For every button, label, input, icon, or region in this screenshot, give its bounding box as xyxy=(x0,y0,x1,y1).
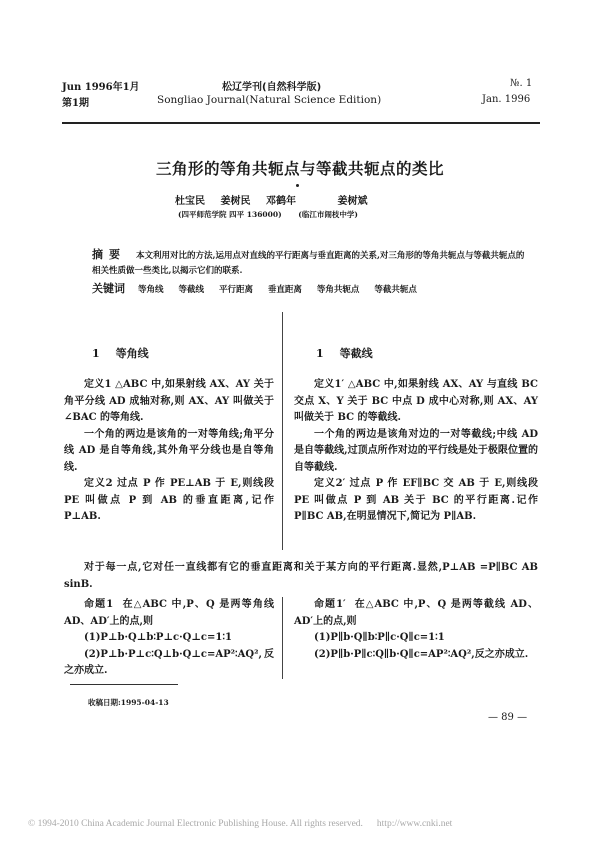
header-date: Jun 1996年1月 xyxy=(62,82,140,93)
paragraph: 一个角的两边是该角的一对等角线;角平分线 AD 是自等角线,其外角平分线也是自等角线. xyxy=(64,428,274,473)
proposition-item-1: (1)P∥b·Q∥b∶P∥c·Q∥c=1∶1 xyxy=(314,632,445,643)
cnki-link[interactable]: http://www.cnki.net xyxy=(376,819,453,829)
section-title: 等角线 xyxy=(115,347,149,360)
keywords-label: 关键词 xyxy=(92,282,125,295)
definition-1: 定义1 △ABC 中,如果射线 AX、AY 关于角平分线 AD 成轴对称,则 AX、AY 叫做关于∠BAC 的等角线. xyxy=(64,379,274,423)
section-heading-left xyxy=(92,345,149,361)
journal-name-en: Songliao Journal(Natural Science Edition) xyxy=(157,94,382,106)
full-width-paragraph xyxy=(64,560,538,593)
proposition-1-prime xyxy=(294,597,538,663)
keyword: 垂直距离 xyxy=(267,285,302,295)
journal-name-cn: 松辽学刊(自然科学版) xyxy=(222,82,322,93)
proposition-text: 在△ABC 中,P、Q 是两等截线 AD、AD′上的点,则 xyxy=(294,599,538,627)
received-date: 收稿日期:1995-04-13 xyxy=(88,698,169,707)
keyword: 等角共轭点 xyxy=(316,285,360,295)
proposition-item-2: (2)P∥b·P∥c∶Q∥b·Q∥c=AP²∶AQ²,反之亦成立. xyxy=(314,648,529,660)
affiliation: (临江市闹枝中学) xyxy=(298,210,358,219)
author: 姜树民 xyxy=(220,196,251,207)
page-number: — 89 — xyxy=(488,712,528,723)
proposition-item-1: (1)P⊥b·Q⊥b∶P⊥c·Q⊥c=1∶1 xyxy=(84,632,232,643)
keyword: 等截共轭点 xyxy=(374,285,417,295)
left-column-body xyxy=(64,377,274,526)
header-rule xyxy=(62,122,540,124)
section-number: 1 xyxy=(316,347,324,360)
author: 姜树斌 xyxy=(337,196,368,207)
proposition-1 xyxy=(64,597,274,680)
definition-2: 定义2 过点 P 作 PE⊥AB 于 E,则线段 PE 叫做点 P 到 AB 的垂直距离,记作 P⊥AB. xyxy=(64,478,274,522)
abstract xyxy=(92,247,532,279)
author: 邓鹤年 xyxy=(265,196,296,207)
copyright-text: © 1994-2010 China Academic Journal Electronic Publishing House. All rights reserved. xyxy=(28,819,363,829)
keyword: 等截线 xyxy=(178,285,204,295)
copyright-notice xyxy=(28,819,452,829)
section-title: 等截线 xyxy=(339,347,373,360)
proposition-label: 命题1′ xyxy=(314,599,346,610)
article-title: 三角形的等角共轭点与等截共轭点的类比 xyxy=(155,160,444,178)
header-month-year: Jan. 1996 xyxy=(482,94,531,105)
column-divider xyxy=(282,597,283,679)
abstract-label: 摘要 xyxy=(92,248,126,261)
abstract-text: 本文利用对比的方法,运用点对直线的平行距离与垂直距离的关系,对三角形的等角共轭点与等截共轭点的相关性质做一些类比,以揭示它们的联系. xyxy=(92,251,525,276)
keywords xyxy=(92,280,429,296)
keyword: 等角线 xyxy=(137,285,164,295)
paragraph-text: 对于每一点,它对任一直线都有它的垂直距离和关于某方向的平行距离.显然,P⊥AB =P∥BC AB sinB. xyxy=(64,562,538,590)
column-divider xyxy=(282,312,283,550)
section-heading-right xyxy=(316,345,373,361)
proposition-item-2: (2)P⊥b·P⊥c∶Q⊥b·Q⊥c=AP²∶AQ²,反之亦成立. xyxy=(64,648,274,676)
keyword: 平行距离 xyxy=(218,285,253,295)
section-number: 1 xyxy=(92,347,100,360)
definition-1-prime: 定义1′ △ABC 中,如果射线 AX、AY 与直线 BC 交点 X、Y 关于 BC 中点 D 成中心对称,则 AX、AY 叫做关于 BC 的等截线. xyxy=(294,379,538,423)
affiliations xyxy=(178,209,358,220)
paragraph: 一个角的两边是该角对边的一对等截线;中线 AD 是自等截线,过顶点所作对边的平行线是处于极限位置的自等截线. xyxy=(294,428,538,473)
affiliation: (四平师范学院 四平 136000) xyxy=(178,210,282,219)
author: 杜宝民 xyxy=(175,196,205,207)
authors xyxy=(175,192,379,207)
footnote-rule xyxy=(70,684,178,685)
title-dot xyxy=(296,184,299,187)
proposition-label: 命题1 xyxy=(84,599,114,610)
right-column-body xyxy=(294,377,538,526)
proposition-text: 在△ABC 中,P、Q 是两等角线 AD、AD′上的点,则 xyxy=(64,599,274,627)
header-number: №. 1 xyxy=(510,78,533,89)
header-issue: 第1期 xyxy=(62,98,89,109)
definition-2-prime: 定义2′ 过点 P 作 EF∥BC 交 AB 于 E,则线段 PE 叫做点 P 到 AB 关于 BC 的平行距离.记作 P∥BC AB,在明显情况下,简记为 P∥AB. xyxy=(294,478,538,522)
